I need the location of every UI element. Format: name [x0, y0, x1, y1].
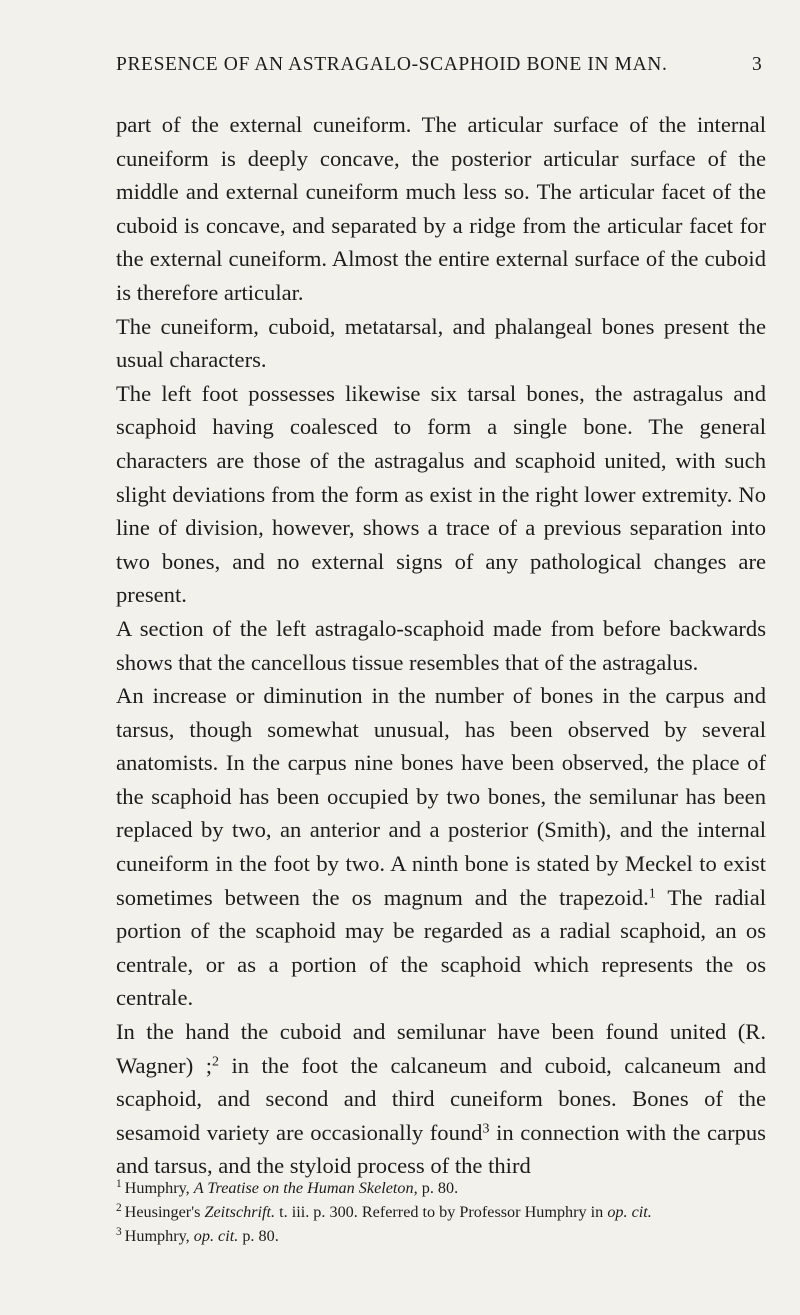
footnote-marker: 1: [116, 1178, 122, 1191]
footnote-rest: p. 80.: [417, 1179, 459, 1197]
paragraph-3: The left foot possesses likewise six tarsal bones, the astragalus and scaphoid having coalesced to form a single bone. The general characters are those of the astragalus and scaphoid united, with such slight deviations from the form as exist in the right lower extremity. No line of division, however, shows a trace of a previous separation into two bones, and no external signs of any pathological changes are present.: [116, 380, 766, 608]
footnote-title-2: op. cit.: [607, 1203, 652, 1221]
paragraph-2: The cuneiform, cuboid, metatarsal, and phalangeal bones present the usual characters.: [116, 313, 766, 373]
footnote-title: Zeitschrift.: [204, 1203, 276, 1221]
footnote-lead: Humphry,: [124, 1227, 194, 1245]
footnote-1: [116, 1176, 766, 1200]
paragraph-4: A section of the left astragalo-scaphoid made from before backwards shows that the cancellous tissue resembles that of the astragalus.: [116, 615, 766, 675]
page-number: 3: [752, 54, 762, 75]
footnote-lead: Heusinger's: [124, 1203, 205, 1221]
paragraph-1: part of the external cuneiform. The articular surface of the internal cuneiform is deeply concave, the posterior articular surface of the middle and external cuneiform much less so. The articular facet of the cuboid is concave, and separated by a ridge from the articular facet for the external cuneiform. Almost the entire external surface of the cuboid is therefore articular.: [116, 112, 766, 305]
paragraph-6-text-c: in connection with the carpus and tarsus, and the styloid process of the third: [116, 1119, 766, 1179]
footnote-ref-3[interactable]: 3: [482, 1121, 490, 1137]
running-head: PRESENCE OF AN ASTRAGALO-SCAPHOID BONE IN MAN.: [116, 54, 668, 75]
footnote-rest: p. 80.: [238, 1227, 279, 1245]
body-text: [116, 108, 766, 1183]
paragraph-6-text-a: In the hand the cuboid and semilunar have been found united (R. Wagner) ;: [116, 1019, 766, 1078]
paragraph-6: [116, 1015, 766, 1183]
paragraph-5: [116, 679, 766, 1015]
footnote-2: [116, 1200, 766, 1224]
footnote-title: op. cit.: [193, 1227, 239, 1245]
footnote-marker: 3: [116, 1226, 122, 1239]
footnote-ref-1[interactable]: 1: [648, 885, 656, 901]
footnote-3: [116, 1224, 766, 1248]
footnote-ref-2[interactable]: 2: [211, 1053, 219, 1069]
footnote-rest: t. iii. p. 300. Referred to by Professor Humphry in: [275, 1203, 608, 1221]
footnote-marker: 2: [116, 1202, 122, 1215]
paragraph-6-text-b: in the foot the calcaneum and cuboid, calcaneum and scaphoid, and second and third cuneiform bones. Bones of the sesamoid variety are occasionally found: [116, 1052, 766, 1145]
footnote-title: A Treatise on the Human Skeleton,: [193, 1179, 418, 1197]
paragraph-5-text-b: The radial portion of the scaphoid may be regarded as a radial scaphoid, an os centrale, or as a portion of the scaphoid which represents the os centrale.: [116, 884, 767, 1011]
paragraph-5-text-a: An increase or diminution in the number of bones in the carpus and tarsus, though somewhat unusual, has been observed by several anatomists. In the carpus nine bones have been observed, the place of the scaphoid has been occupied by two bones, the semilunar has been replaced by two, an anterior and a posterior (Smith), and the internal cuneiform in the foot by two. A ninth bone is stated by Meckel to exist sometimes between the os magnum and the trapezoid.: [116, 683, 766, 910]
footnote-lead: Humphry,: [124, 1179, 194, 1197]
footnotes: [116, 1176, 766, 1248]
